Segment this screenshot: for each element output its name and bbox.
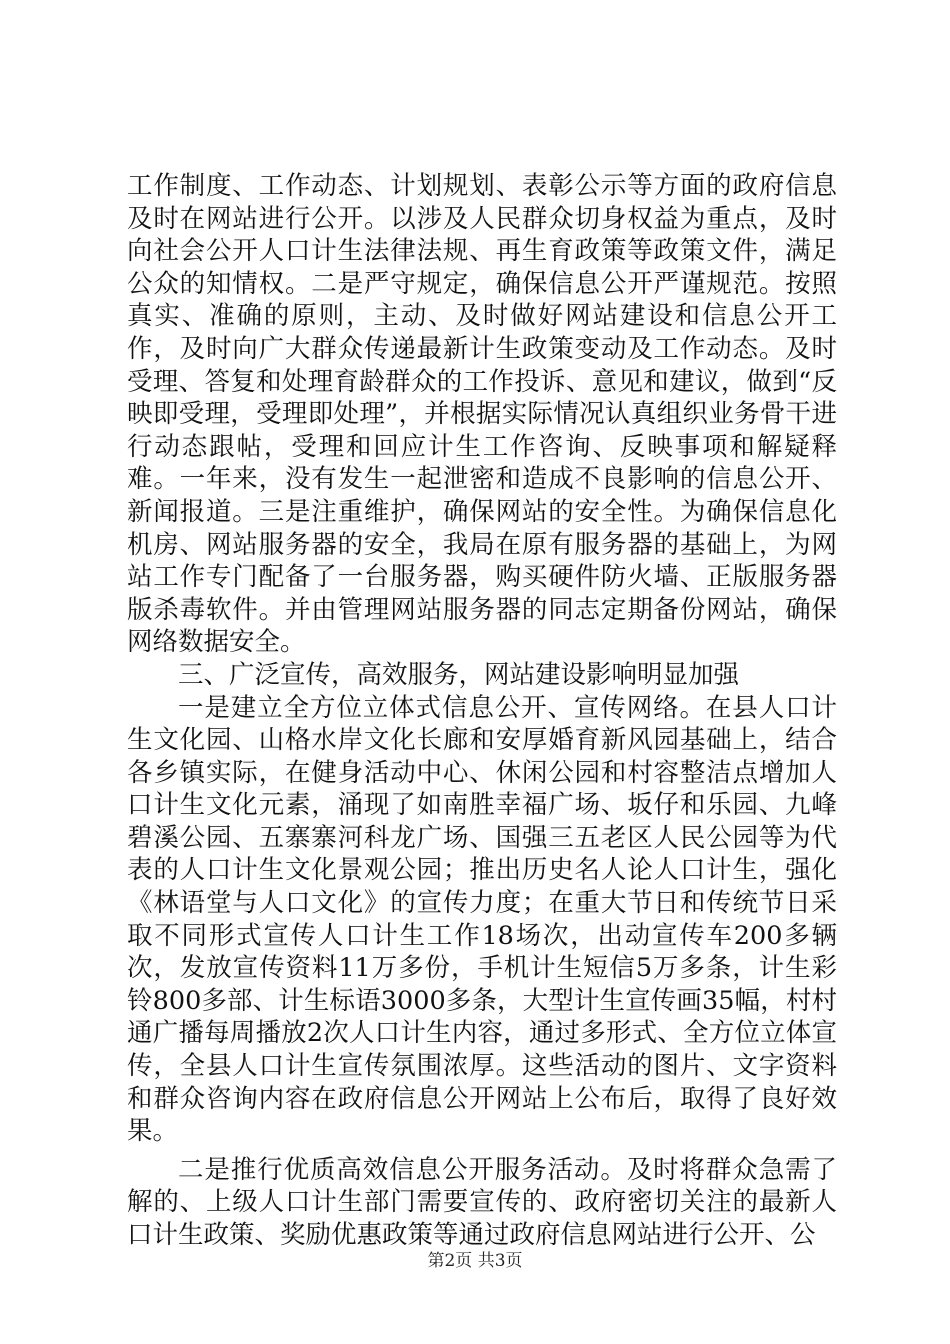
section-heading: 三、广泛宣传，高效服务，网站建设影响明显加强 <box>178 659 740 690</box>
paragraph-publicity-network: 一是建立全方位立体式信息公开、宣传网络。在县人口计生文化园、山格水岸文化长廊和安厚婚育新风园基础上，结合各乡镇实际，在健身活动中心、休闲公园和村容整洁点增加人口计生文化元素，涌现了如南胜幸福广场、坂仔和乐园、九峰碧溪公园、五寨寨河科龙广场、国强三五老区人民公园等为代表的人口计生文化景观公园；推出历史名人论人口计生，强化《林语堂与人口文化》的宣传力度；在重大节日和传统节日采取不同形式宣传人口计生工作18场次，出动宣传车200多辆次，发放宣传资料11万多份，手机计生短信5万多条，计生彩铃800多部、计生标语3000多条，大型计生宣传画35幅，村村通广播每周播放2次人口计生内容，通过多形式、全方位立体宣传，全县人口计生宣传氛围浓厚。这些活动的图片、文字资料和群众咨询内容在政府信息公开网站上公布后，取得了良好效果。 <box>127 692 837 1147</box>
paragraph-service-activity: 二是推行优质高效信息公开服务活动。及时将群众急需了解的、上级人口计生部门需要宣传的、政府密切关注的最新人口计生政策、奖励优惠政策等通过政府信息网站进行公开、公 <box>127 1154 837 1250</box>
paragraph-continuation: 工作制度、工作动态、计划规划、表彰公示等方面的政府信息及时在网站进行公开。以涉及人民群众切身权益为重点，及时向社会公开人口计生法律法规、再生育政策等政策文件，满足公众的知情权。二是严守规定，确保信息公开严谨规范。按照真实、准确的原则，主动、及时做好网站建设和信息公开工作，及时向广大群众传递最新计生政策变动及工作动态。及时受理、答复和处理育龄群众的工作投诉、意见和建议，做到“反映即受理，受理即处理”，并根据实际情况认真组织业务骨干进行动态跟帖，受理和回应计生工作咨询、反映事项和解疑释难。一年来，没有发生一起泄密和造成不良影响的信息公开、新闻报道。三是注重维护，确保网站的安全性。为确保信息化机房、网站服务器的安全，我局在原有服务器的基础上，为网站工作专门配备了一台服务器，购买硬件防火墙、正版服务器版杀毒软件。并由管理网站服务器的同志定期备份网站，确保网络数据安全。 <box>127 171 837 658</box>
page-footer: 第2页 共3页 <box>427 1251 523 1271</box>
document-body <box>127 170 837 1252</box>
